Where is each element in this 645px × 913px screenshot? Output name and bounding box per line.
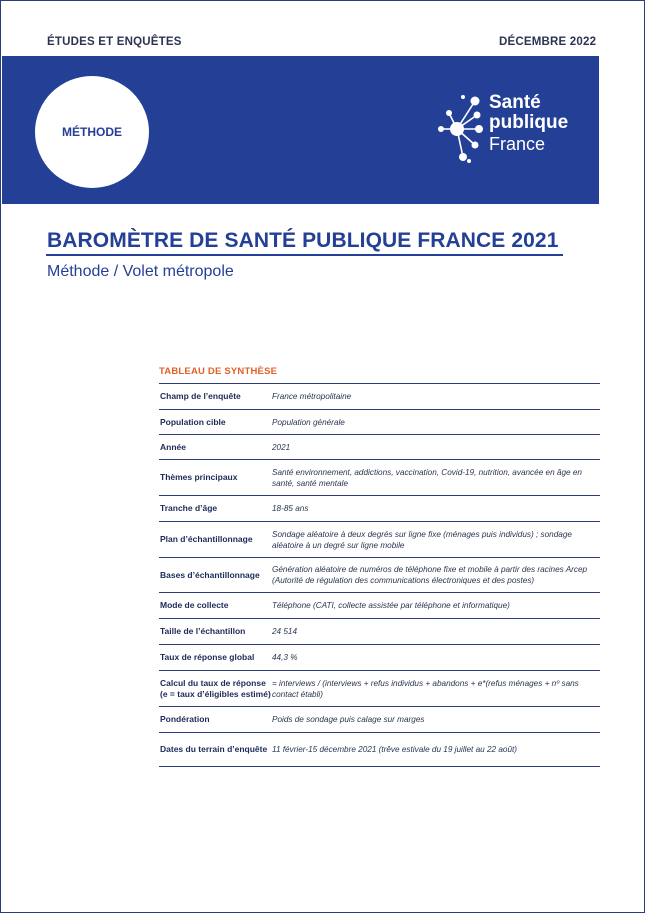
table-row	[159, 557, 600, 592]
row-label: Tranche d’âge	[160, 503, 218, 513]
row-label: Taille de l’échantillon	[160, 626, 246, 636]
table-row	[159, 644, 600, 670]
logo-text-line3: France	[489, 134, 546, 154]
row-label: Plan d’échantillonnage	[160, 534, 253, 544]
table-row	[159, 409, 600, 434]
series-label: ÉTUDES ET ENQUÊTES	[47, 36, 182, 48]
row-value: France métropolitaine	[272, 392, 352, 401]
row-value: Poids de sondage puis calage sur marges	[272, 715, 425, 724]
table-row	[159, 495, 600, 521]
row-value: Sondage aléatoire à deux degrés sur ligne fixe (ménages puis individus) ; sondage aléatoire à un degré sur ligne mobile	[272, 529, 572, 550]
table-row	[159, 732, 600, 767]
row-label: Thèmes principaux	[160, 472, 238, 482]
table-row	[159, 459, 600, 495]
table-row	[159, 383, 600, 409]
row-label: Population cible	[160, 416, 226, 427]
row-value: Population générale	[272, 417, 345, 427]
network-dots-logo-icon	[435, 91, 489, 167]
row-value: Génération aléatoire de numéros de téléphone fixe et mobile à partir des racines Arcep (Autorité de régulation des communications électroniques et des postes)	[272, 565, 588, 585]
table-title: TABLEAU DE SYNTHÈSE	[159, 366, 278, 377]
row-label: Année	[160, 441, 186, 452]
logo-text-line1: Santé	[489, 92, 541, 113]
row-value: 24 514	[272, 627, 298, 636]
page-title: BAROMÈTRE DE SANTÉ PUBLIQUE FRANCE 2021	[47, 229, 559, 252]
row-label: Dates du terrain d’enquête	[160, 744, 268, 754]
title-underline	[46, 254, 563, 256]
table-row	[159, 706, 600, 732]
sante-publique-france-logo	[435, 91, 575, 167]
row-value: 18-85 ans	[272, 504, 309, 513]
page-subtitle: Méthode / Volet métropole	[47, 263, 234, 280]
table-row	[159, 521, 600, 557]
table-row	[159, 670, 600, 706]
row-label: Bases d’échantillonnage	[160, 569, 260, 580]
row-label: Taux de réponse global	[160, 652, 255, 662]
logo-text-line2: publique	[489, 112, 569, 133]
row-label: Champ de l’enquête	[160, 391, 241, 401]
table-row	[159, 618, 600, 644]
table-row	[159, 434, 600, 459]
row-value: = interviews / (interviews + refus individus + abandons + e*(refus ménages + nº sans contact établi)	[272, 678, 579, 699]
row-label: Calcul du taux de réponse (e = taux d’éligibles estimé)	[160, 677, 271, 699]
row-value: Santé environnement, addictions, vaccination, Covid-19, nutrition, avancée en âge en santé, santé mentale	[272, 467, 582, 488]
table-row	[159, 592, 600, 618]
row-label: Mode de collecte	[160, 600, 229, 610]
row-label: Pondération	[160, 714, 210, 724]
row-value: 44,3 %	[272, 653, 298, 662]
summary-table	[159, 383, 600, 767]
row-value: 2021	[272, 442, 291, 452]
row-value: Téléphone (CATI, collecte assistée par téléphone et informatique)	[272, 601, 510, 610]
method-badge: MÉTHODE	[35, 76, 149, 188]
publication-date: DÉCEMBRE 2022	[499, 36, 597, 48]
row-value: 11 février-15 décembre 2021 (trêve estivale du 19 juillet au 22 août)	[272, 745, 518, 754]
